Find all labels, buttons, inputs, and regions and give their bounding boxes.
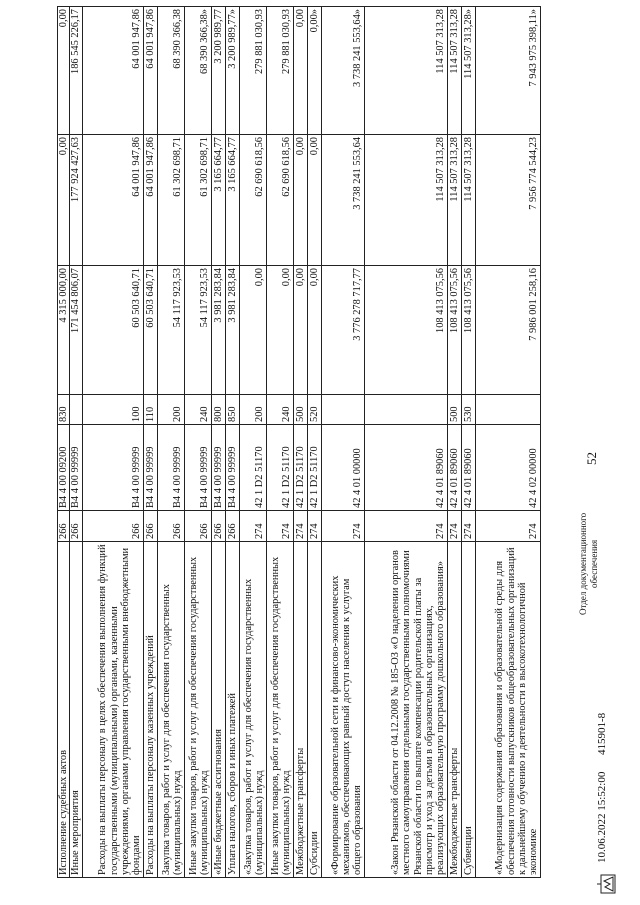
table-row bbox=[225, 7, 239, 878]
row-ved: 266 bbox=[82, 511, 143, 542]
row-csr: В4 4 00 99999 bbox=[225, 425, 239, 511]
row-csr: 42 4 01 00000 bbox=[321, 425, 364, 511]
row-vr bbox=[475, 395, 540, 425]
row-value-2023: 0,00 bbox=[58, 135, 70, 266]
table-row bbox=[58, 7, 70, 878]
row-value-2022: 3 981 283,84 bbox=[211, 266, 225, 395]
row-value-2024: 0,00 bbox=[58, 7, 70, 135]
row-vr: 200 bbox=[239, 395, 266, 425]
row-csr: 42 4 01 89060 bbox=[447, 425, 461, 511]
row-name: Уплата налогов, сборов и иных платежей bbox=[225, 542, 239, 878]
row-vr: 110 bbox=[143, 395, 157, 425]
row-ved: 266 bbox=[143, 511, 157, 542]
row-ved: 266 bbox=[70, 511, 82, 542]
row-ved: 266 bbox=[211, 511, 225, 542]
row-vr: 240 bbox=[266, 395, 293, 425]
row-value-2023: 0,00 bbox=[293, 135, 307, 266]
table-row bbox=[70, 7, 82, 878]
row-csr: В4 4 00 99999 bbox=[82, 425, 143, 511]
row-vr: 830 bbox=[58, 395, 70, 425]
row-name: Расходы на выплаты персоналу в целях обеспечения выполнения функций государственными (муниципальными) органами, казенными учреждениями, органами управления государственными внебюджетными фондами bbox=[82, 542, 143, 878]
row-value-2022: 4 315 000,00 bbox=[58, 266, 70, 395]
row-name: Расходы на выплаты персоналу казенных учреждений bbox=[143, 542, 157, 878]
table-row bbox=[364, 7, 447, 878]
row-ved: 266 bbox=[184, 511, 211, 542]
row-csr: 42 1 D2 51170 bbox=[266, 425, 293, 511]
row-csr: 42 1 D2 51170 bbox=[307, 425, 321, 511]
row-name: Субсидии bbox=[307, 542, 321, 878]
row-vr: 520 bbox=[307, 395, 321, 425]
row-value-2024: 186 545 226,17 bbox=[70, 7, 82, 135]
page-number: 52 bbox=[584, 452, 599, 465]
row-value-2022: 108 413 075,56 bbox=[447, 266, 461, 395]
row-value-2024: 0,00 bbox=[293, 7, 307, 135]
row-csr: 42 1 D2 51170 bbox=[293, 425, 307, 511]
row-name: Межбюджетные трансферты bbox=[447, 542, 461, 878]
row-csr: 42 4 02 00000 bbox=[475, 425, 540, 511]
row-vr bbox=[364, 395, 447, 425]
row-value-2022: 60 503 640,71 bbox=[82, 266, 143, 395]
row-name: Исполнение судебных актов bbox=[58, 542, 70, 878]
row-value-2022: 54 117 923,53 bbox=[157, 266, 184, 395]
row-vr: 200 bbox=[157, 395, 184, 425]
row-value-2024: 68 390 366,38» bbox=[184, 7, 211, 135]
row-value-2022: 54 117 923,53 bbox=[184, 266, 211, 395]
table-row bbox=[307, 7, 321, 878]
row-value-2024: 68 390 366,38 bbox=[157, 7, 184, 135]
row-name: «Формирование образовательной сети и финансово-экономических механизмов, обеспечивающих равный доступ населения к услугам общего образования bbox=[321, 542, 364, 878]
row-value-2022: 171 454 806,07 bbox=[70, 266, 82, 395]
row-ved: 274 bbox=[447, 511, 461, 542]
row-vr: 500 bbox=[447, 395, 461, 425]
row-value-2024: 279 881 030,93 bbox=[239, 7, 266, 135]
row-csr: В4 4 00 99999 bbox=[157, 425, 184, 511]
row-value-2022: 108 413 075,56 bbox=[364, 266, 447, 395]
row-value-2022: 0,00 bbox=[266, 266, 293, 395]
row-ved: 266 bbox=[225, 511, 239, 542]
table-row bbox=[447, 7, 461, 878]
row-value-2023: 114 507 313,28 bbox=[447, 135, 461, 266]
row-ved: 274 bbox=[461, 511, 475, 542]
row-name: «Иные бюджетные ассигнования bbox=[211, 542, 225, 878]
row-vr bbox=[70, 395, 82, 425]
row-name: Иные закупки товаров, работ и услуг для обеспечения государственных (муниципальных) нужд bbox=[184, 542, 211, 878]
row-value-2023: 61 302 698,71 bbox=[184, 135, 211, 266]
row-value-2024: 3 738 241 553,64» bbox=[321, 7, 364, 135]
row-value-2022: 3 981 283,84 bbox=[225, 266, 239, 395]
row-vr: 530 bbox=[461, 395, 475, 425]
footer-date: 10.06.2022 15:52:00 bbox=[596, 771, 608, 863]
row-csr: В4 4 00 99999 bbox=[184, 425, 211, 511]
row-csr: В4 4 00 99999 bbox=[211, 425, 225, 511]
row-value-2023: 114 507 313,28 bbox=[364, 135, 447, 266]
row-value-2022: 0,00 bbox=[239, 266, 266, 395]
row-name: Субвенции bbox=[461, 542, 475, 878]
table-row bbox=[157, 7, 184, 878]
footer-stamp bbox=[578, 513, 600, 615]
row-value-2023: 62 690 618,56 bbox=[266, 135, 293, 266]
table-row bbox=[211, 7, 225, 878]
row-value-2023: 0,00 bbox=[307, 135, 321, 266]
row-value-2023: 64 001 947,86 bbox=[82, 135, 143, 266]
footer-doc-id: 415901-8 bbox=[596, 712, 608, 755]
table-row bbox=[143, 7, 157, 878]
row-value-2022: 0,00 bbox=[307, 266, 321, 395]
row-value-2023: 7 956 774 544,23 bbox=[475, 135, 540, 266]
table-row bbox=[321, 7, 364, 878]
row-vr: 800 bbox=[211, 395, 225, 425]
row-ved: 266 bbox=[58, 511, 70, 542]
row-value-2022: 0,00 bbox=[293, 266, 307, 395]
row-ved: 274 bbox=[239, 511, 266, 542]
table-row bbox=[184, 7, 211, 878]
row-name: Иные закупки товаров, работ и услуг для обеспечения государственных (муниципальных) нужд bbox=[266, 542, 293, 878]
row-vr: 850 bbox=[225, 395, 239, 425]
row-csr: 42 4 01 89060 bbox=[364, 425, 447, 511]
table-row bbox=[475, 7, 540, 878]
row-ved: 274 bbox=[266, 511, 293, 542]
row-value-2023: 3 165 664,77 bbox=[211, 135, 225, 266]
row-name: «Модернизация содержания образования и образовательной среды для обеспечения готовности выпускников общеобразовательных организаций к дальнейшему обучению и деятельности в высокотехнологичной экономике bbox=[475, 542, 540, 878]
stamp-line-1: Отдел документационного bbox=[578, 512, 588, 615]
row-value-2023: 3 165 664,77 bbox=[225, 135, 239, 266]
row-ved: 266 bbox=[157, 511, 184, 542]
row-value-2023: 64 001 947,86 bbox=[143, 135, 157, 266]
row-value-2024: 64 001 947,86 bbox=[82, 7, 143, 135]
table-row bbox=[293, 7, 307, 878]
seal-icon bbox=[596, 873, 618, 895]
row-value-2024: 3 200 989,77» bbox=[225, 7, 239, 135]
row-vr bbox=[321, 395, 364, 425]
row-vr: 100 bbox=[82, 395, 143, 425]
row-value-2023: 177 924 427,63 bbox=[70, 135, 82, 266]
row-value-2022: 108 413 075,56 bbox=[461, 266, 475, 395]
table-row bbox=[461, 7, 475, 878]
row-ved: 274 bbox=[293, 511, 307, 542]
row-name: «Закон Рязанской области от 04.12.2008 № 185-ОЗ «О наделении органов местного самоуправления отдельными государственными полномочиями Рязанской области по выплате компенсации родительской платы за присмотр и уход за детьми в образовательных организациях, реализующих образовательную программу дошкольного образования» bbox=[364, 542, 447, 878]
table-row bbox=[239, 7, 266, 878]
row-name: Межбюджетные трансферты bbox=[293, 542, 307, 878]
row-value-2022: 7 986 001 258,16 bbox=[475, 266, 540, 395]
row-ved: 274 bbox=[321, 511, 364, 542]
row-csr: В4 4 00 99999 bbox=[70, 425, 82, 511]
row-value-2024: 114 507 313,28 bbox=[364, 7, 447, 135]
row-value-2024: 7 943 975 398,11» bbox=[475, 7, 540, 135]
row-value-2024: 0,00» bbox=[307, 7, 321, 135]
row-value-2024: 114 507 313,28 bbox=[447, 7, 461, 135]
row-value-2024: 279 881 030,93 bbox=[266, 7, 293, 135]
row-csr: 42 4 01 89060 bbox=[461, 425, 475, 511]
row-name: Закупка товаров, работ и услуг для обеспечения государственных (муниципальных) нужд bbox=[157, 542, 184, 878]
budget-table bbox=[57, 6, 541, 878]
row-value-2022: 60 503 640,71 bbox=[143, 266, 157, 395]
table-row bbox=[82, 7, 143, 878]
row-name: Иные мероприятия bbox=[70, 542, 82, 878]
row-csr: В4 4 00 99999 bbox=[143, 425, 157, 511]
row-csr: 42 1 D2 51170 bbox=[239, 425, 266, 511]
row-value-2023: 114 507 313,28 bbox=[461, 135, 475, 266]
row-vr: 240 bbox=[184, 395, 211, 425]
row-value-2023: 62 690 618,56 bbox=[239, 135, 266, 266]
row-value-2024: 114 507 313,28» bbox=[461, 7, 475, 135]
row-value-2022: 3 776 278 717,77 bbox=[321, 266, 364, 395]
row-value-2024: 3 200 989,77 bbox=[211, 7, 225, 135]
row-ved: 274 bbox=[475, 511, 540, 542]
row-ved: 274 bbox=[307, 511, 321, 542]
row-value-2023: 3 738 241 553,64 bbox=[321, 135, 364, 266]
row-value-2024: 64 001 947,86 bbox=[143, 7, 157, 135]
row-value-2023: 61 302 698,71 bbox=[157, 135, 184, 266]
row-name: «Закупка товаров, работ и услуг для обеспечения государственных (муниципальных) нужд bbox=[239, 542, 266, 878]
row-ved: 274 bbox=[364, 511, 447, 542]
row-csr: В4 4 00 09200 bbox=[58, 425, 70, 511]
stamp-line-2: обеспечения bbox=[589, 539, 599, 588]
row-vr: 500 bbox=[293, 395, 307, 425]
table-row bbox=[266, 7, 293, 878]
